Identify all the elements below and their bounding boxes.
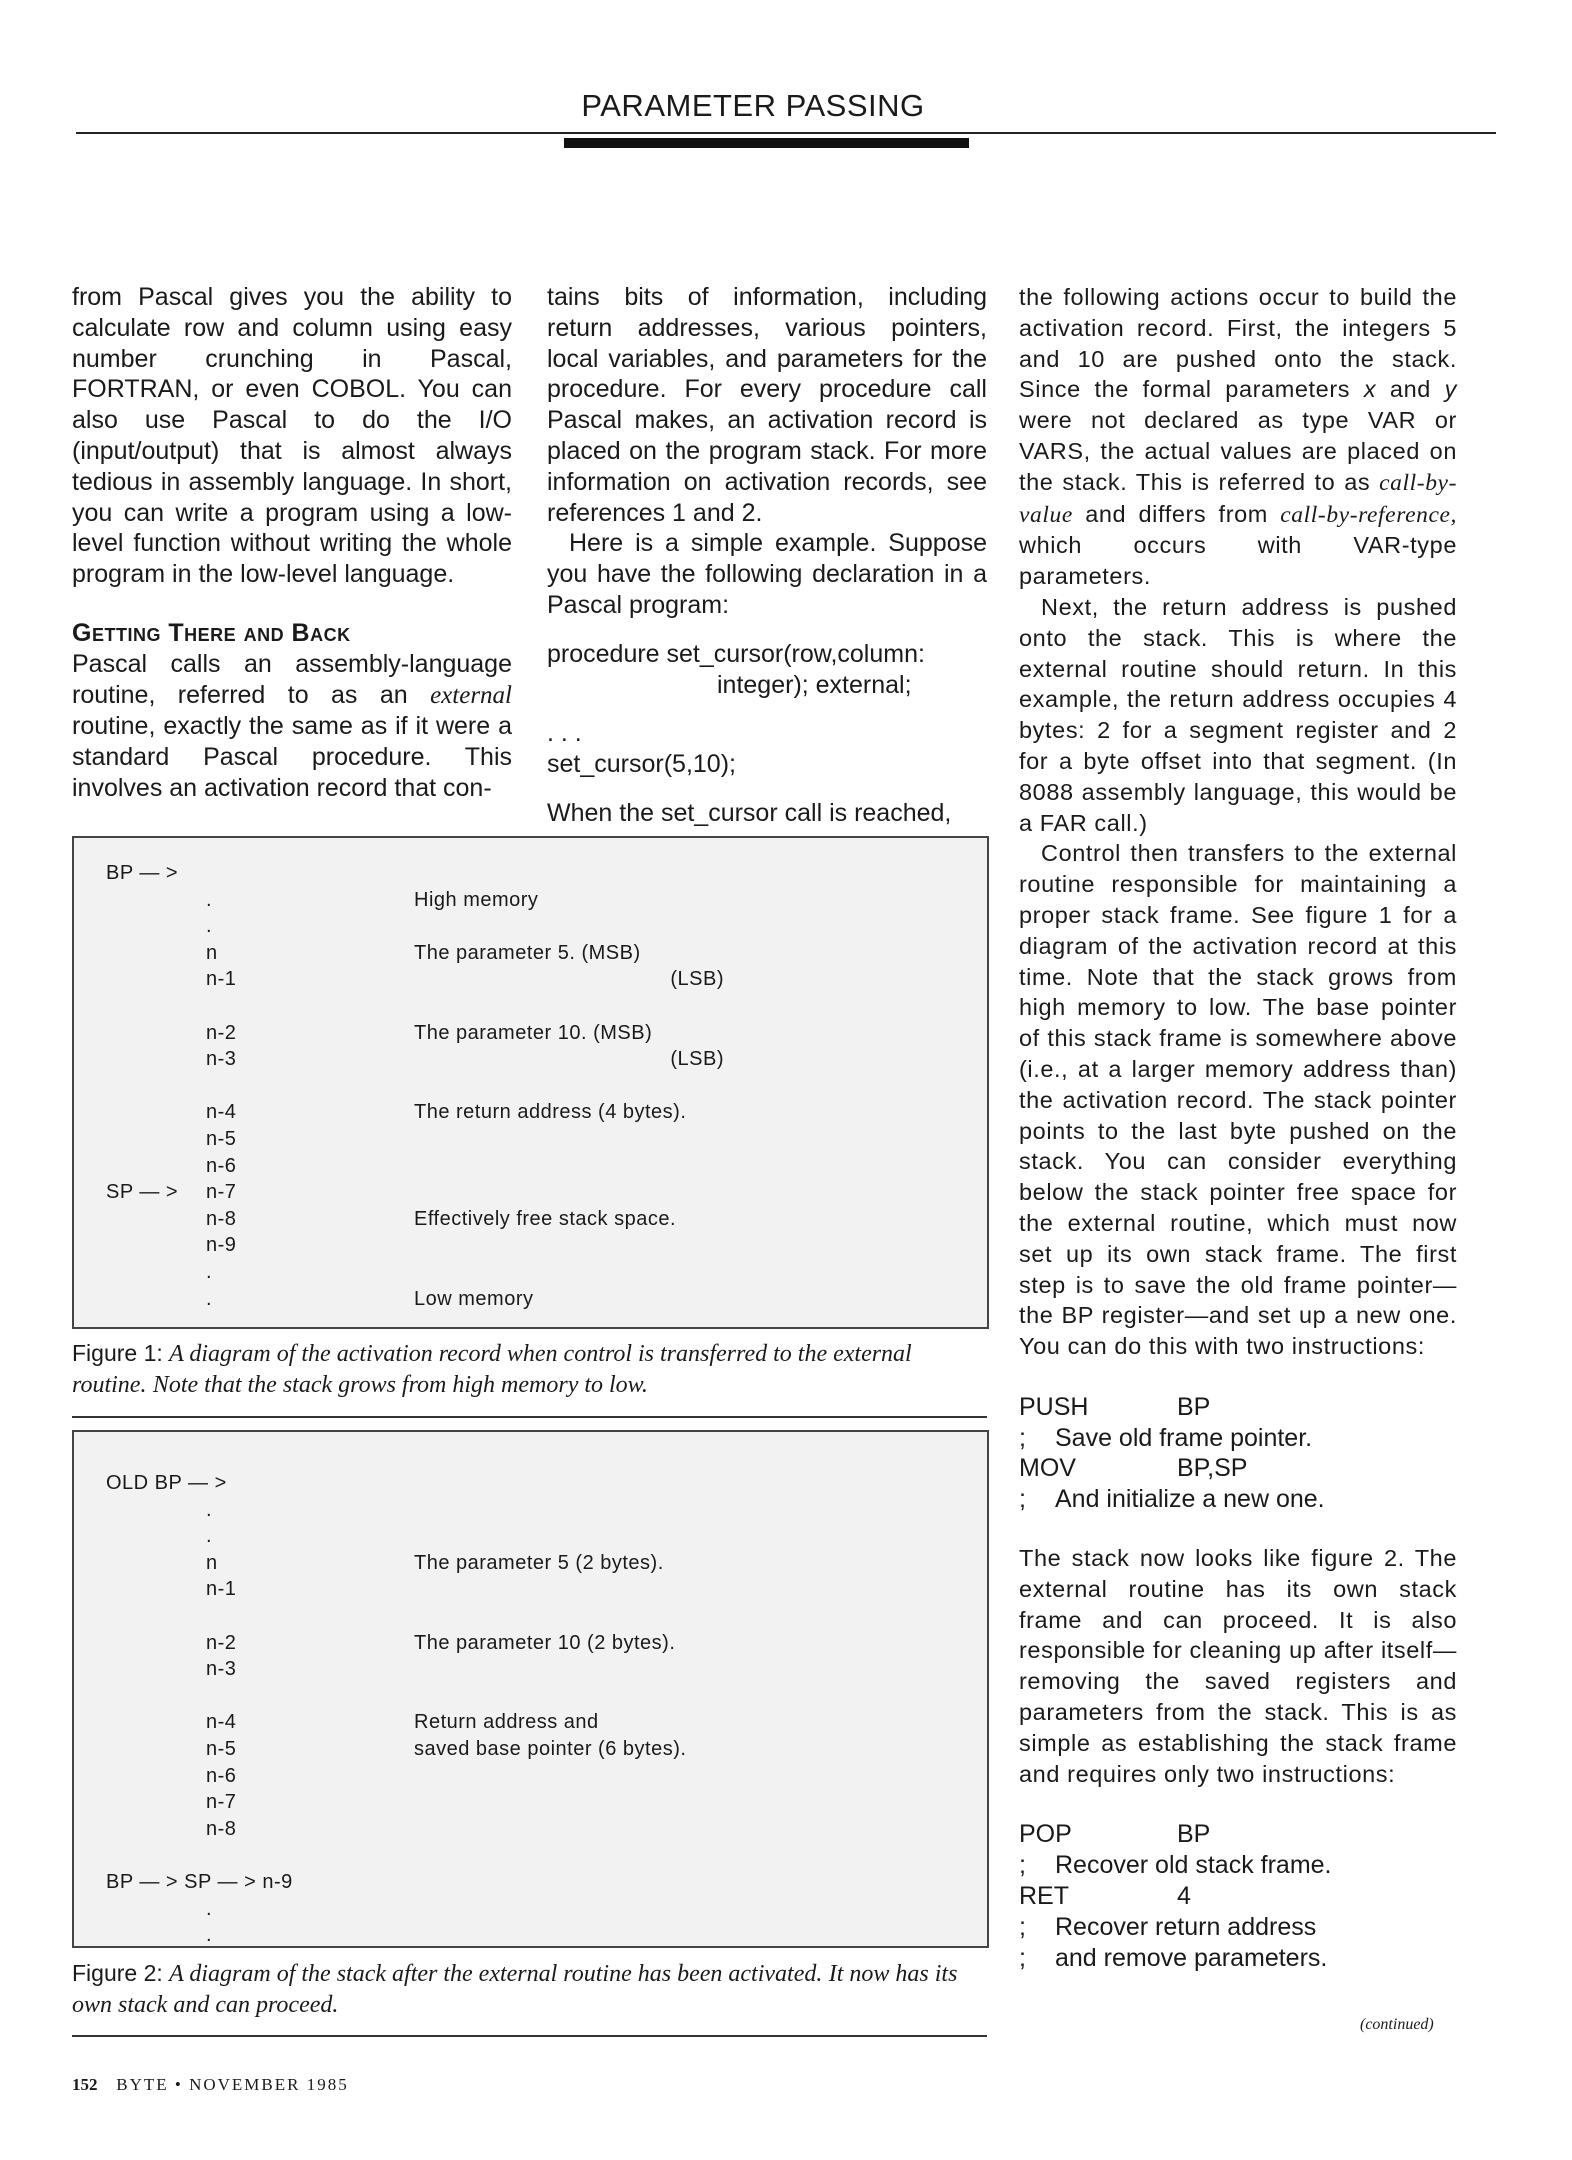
paragraph: tains bits of information, including return addresses, various pointers, local variables, and parameters for the procedure. For every procedure call Pascal makes, an activation record is placed on the program stack. For more information on activation records, see references 1 and 2. xyxy=(547,283,987,527)
header-bar xyxy=(564,138,969,148)
stack-description: Effectively free stack space. xyxy=(414,1207,677,1230)
code-op: RET xyxy=(1019,1882,1069,1911)
diagram-row xyxy=(74,1020,987,1047)
stack-description: (LSB) xyxy=(670,968,724,991)
code-op: POP xyxy=(1019,1820,1072,1849)
text: and xyxy=(1376,376,1445,403)
stack-address: . xyxy=(206,888,213,911)
figure-1-caption xyxy=(72,1338,972,1400)
code-semicolon: ; xyxy=(1019,1485,1026,1514)
stack-address: n-1 xyxy=(206,1578,237,1601)
diagram-row xyxy=(74,1656,987,1683)
stack-address: n-5 xyxy=(206,1128,237,1150)
code-line: set_cursor(5,10); xyxy=(547,750,736,779)
code-line: procedure set_cursor(row,column: xyxy=(547,639,925,668)
italic-text: external xyxy=(430,681,512,709)
code-semicolon: ; xyxy=(1019,1943,1026,1972)
paragraph: Here is a simple example. Suppose you have the following declaration in a Pascal program: xyxy=(547,529,987,619)
diagram-row xyxy=(74,1683,987,1710)
pointer-label: BP — > xyxy=(106,862,179,884)
diagram-row xyxy=(74,1842,987,1869)
text: Pascal calls an assembly-language routine, referred to as an xyxy=(72,649,512,709)
italic-text: x xyxy=(1363,376,1377,403)
diagram-row xyxy=(74,887,987,914)
pointer-label: OLD BP — > xyxy=(106,1472,227,1494)
paragraph: When the set_cursor call is reached, xyxy=(547,798,952,827)
caption-label: Figure 2: xyxy=(72,1960,163,1986)
italic-text: call-by-value xyxy=(1019,469,1457,528)
code-ellipsis: . . . xyxy=(547,719,582,748)
code-arg: BP,SP xyxy=(1177,1454,1248,1483)
stack-description: saved base pointer (6 bytes). xyxy=(414,1738,687,1760)
figure-2-caption xyxy=(72,1958,972,2020)
italic-text: y xyxy=(1444,376,1457,403)
paragraph xyxy=(1019,282,1457,592)
diagram-row xyxy=(74,1603,987,1630)
caption-text: Note that the stack grows from high memory to low. xyxy=(152,1372,648,1398)
running-header: PARAMETER PASSING xyxy=(581,88,925,123)
stack-address: . xyxy=(206,1498,213,1521)
stack-description: The parameter 5 (2 bytes). xyxy=(414,1551,664,1574)
code-arg: BP xyxy=(1177,1392,1211,1421)
stack-address: n-9 xyxy=(206,1234,237,1257)
stack-address: n-5 xyxy=(206,1738,237,1760)
code-block-push xyxy=(1019,1392,1457,1515)
stack-address: n xyxy=(206,1551,218,1574)
stack-address: n-4 xyxy=(206,1101,237,1124)
pointer-label: SP — > xyxy=(106,1181,179,1204)
diagram-row xyxy=(74,1869,987,1896)
stack-address: n-4 xyxy=(206,1711,237,1734)
figure-rule xyxy=(72,2035,987,2037)
stack-address: . xyxy=(206,1287,213,1310)
stack-description: The parameter 10 (2 bytes). xyxy=(414,1631,676,1654)
text: and differs from xyxy=(1072,500,1281,527)
diagram-row xyxy=(74,1153,987,1180)
paragraph xyxy=(72,649,512,804)
stack-address: n xyxy=(206,941,218,964)
page-footer xyxy=(72,2075,349,2095)
code-comment: Recover return address xyxy=(1055,1912,1317,1941)
column-1 xyxy=(72,282,512,804)
diagram-row xyxy=(74,1286,987,1313)
stack-address: . xyxy=(206,1924,213,1947)
stack-address: n-1 xyxy=(206,968,237,991)
stack-address: n-3 xyxy=(206,1048,237,1071)
code-arg: 4 xyxy=(1177,1882,1191,1911)
diagram-row xyxy=(74,1073,987,1100)
code-comment: And initialize a new one. xyxy=(1055,1485,1325,1514)
caption-text: It now has its own stack and can proceed. xyxy=(72,1961,958,2018)
diagram-row xyxy=(74,1259,987,1286)
paragraph: Control then transfers to the external routine responsible for maintaining a proper stack frame. See figure 1 for a diagram of the activation record at this time. Note that the stack grows from high memory to low. The base pointer of this stack frame is somewhere above (i.e., at a larger memory address than) the activation record. The stack pointer points to the last byte pushed on the stack. You can consider everything below the stack pointer free space for the external routine, which must now set up its own stack frame. The first step is to save the old frame pointer—the BP register—and set up a new one. You can do this with two instructions: xyxy=(1019,840,1457,1360)
code-comment: and remove parameters. xyxy=(1055,1943,1328,1972)
code-op: MOV xyxy=(1019,1454,1076,1483)
code-op: PUSH xyxy=(1019,1392,1089,1421)
stack-address: n-6 xyxy=(206,1764,237,1787)
stack-description: Low memory xyxy=(414,1287,534,1310)
stack-address: n-8 xyxy=(206,1817,237,1840)
diagram-row xyxy=(74,1046,987,1073)
italic-text: call-by-reference, xyxy=(1280,501,1457,528)
diagram-row xyxy=(74,993,987,1020)
diagram-row xyxy=(74,1896,987,1923)
stack-description: The parameter 10. (MSB) xyxy=(414,1021,653,1044)
diagram-row xyxy=(74,1789,987,1816)
diagram-row xyxy=(74,966,987,993)
section-heading: Getting There and Back xyxy=(72,618,351,647)
pointer-label: BP — > SP — > n-9 xyxy=(106,1871,293,1893)
caption-label: Figure 1: xyxy=(72,1340,163,1366)
code-semicolon: ; xyxy=(1019,1423,1026,1452)
diagram-row xyxy=(74,913,987,940)
diagram-row xyxy=(74,1126,987,1153)
stack-description: The return address (4 bytes). xyxy=(414,1101,687,1124)
stack-address: n-3 xyxy=(206,1658,237,1681)
figure-2-diagram xyxy=(72,1430,989,1948)
text: the following actions occur to build the activation record. First, the integers 5 and 10 are pushed onto the stack. Since the formal parameters xyxy=(1019,284,1457,403)
column-2 xyxy=(547,282,987,829)
text: were not declared as type VAR or VARS, the actual values are placed on the stack. This is referred to as xyxy=(1019,407,1457,495)
continued-note: (continued) xyxy=(1360,2016,1434,2033)
diagram-row xyxy=(74,940,987,967)
diagram-row xyxy=(74,860,987,887)
stack-description: The parameter 5. (MSB) xyxy=(414,941,641,964)
diagram-row xyxy=(74,1550,987,1577)
stack-address: n-7 xyxy=(206,1181,237,1204)
figure-1-diagram xyxy=(72,836,989,1329)
stack-address: n-8 xyxy=(206,1207,237,1230)
page-number: 152 xyxy=(72,2075,98,2094)
code-comment: Save old frame pointer. xyxy=(1055,1423,1313,1452)
stack-description: (LSB) xyxy=(670,1048,724,1071)
stack-address: n-2 xyxy=(206,1021,237,1044)
stack-description: High memory xyxy=(414,888,539,911)
magazine-issue: BYTE • NOVEMBER 1985 xyxy=(116,2075,349,2094)
diagram-row xyxy=(74,1576,987,1603)
diagram-row xyxy=(74,1736,987,1763)
text: which occurs with VAR-type parameters. xyxy=(1019,532,1457,590)
stack-address: n-7 xyxy=(206,1791,237,1814)
diagram-row xyxy=(74,1630,987,1657)
stack-address: . xyxy=(206,1261,213,1283)
stack-address: . xyxy=(206,915,213,938)
column-3 xyxy=(1019,282,1457,1973)
figure-rule xyxy=(72,1416,987,1418)
diagram-row xyxy=(74,1523,987,1550)
diagram-row xyxy=(74,1709,987,1736)
stack-address: n-2 xyxy=(206,1631,237,1654)
diagram-row xyxy=(74,1816,987,1843)
diagram-row xyxy=(74,1922,987,1949)
diagram-row xyxy=(74,1763,987,1790)
code-semicolon: ; xyxy=(1019,1912,1026,1941)
header-rule xyxy=(76,132,1496,134)
code-semicolon: ; xyxy=(1019,1851,1026,1880)
code-arg: BP xyxy=(1177,1820,1211,1849)
code-line: integer); external; xyxy=(717,670,912,699)
diagram-row xyxy=(74,1232,987,1259)
code-comment: Recover old stack frame. xyxy=(1055,1851,1332,1880)
diagram-row xyxy=(74,1470,987,1497)
stack-address: . xyxy=(206,1525,213,1548)
paragraph: The stack now looks like figure 2. The external routine has its own stack frame and can proceed. It is also responsible for cleaning up after itself—removing the saved registers and parameters from the stack. This is as simple as establishing the stack frame and requires only two instructions: xyxy=(1019,1545,1457,1787)
caption-text: A diagram of the stack after the external routine has been activated. xyxy=(169,1961,823,1987)
paragraph: Next, the return address is pushed onto the stack. This is where the external routine should return. In this example, the return address occupies 4 bytes: 2 for a segment register and 2 for a byte offset into that segment. (In 8088 assembly language, this would be a FAR call.) xyxy=(1019,593,1457,836)
diagram-row xyxy=(74,1497,987,1524)
stack-description: Return address and xyxy=(414,1711,599,1734)
stack-address: n-6 xyxy=(206,1154,237,1177)
diagram-row xyxy=(74,1206,987,1233)
diagram-row xyxy=(74,1099,987,1126)
code-block-pop xyxy=(1019,1819,1457,1973)
text: routine, exactly the same as if it were a standard Pascal procedure. This involves an activation record that con- xyxy=(72,712,512,802)
paragraph: from Pascal gives you the ability to calculate row and column using easy number crunching in Pascal, FORTRAN, or even COBOL. You can also use Pascal to do the I/O (input/output) that is almost always tedious in assembly language. In short, you can write a program using a low-level function without writing the whole program in the low-level language. xyxy=(72,283,512,589)
stack-address: . xyxy=(206,1897,213,1920)
caption-text: A diagram of the activation record when control is transferred to the external routine. xyxy=(72,1341,912,1398)
diagram-row xyxy=(74,1179,987,1206)
